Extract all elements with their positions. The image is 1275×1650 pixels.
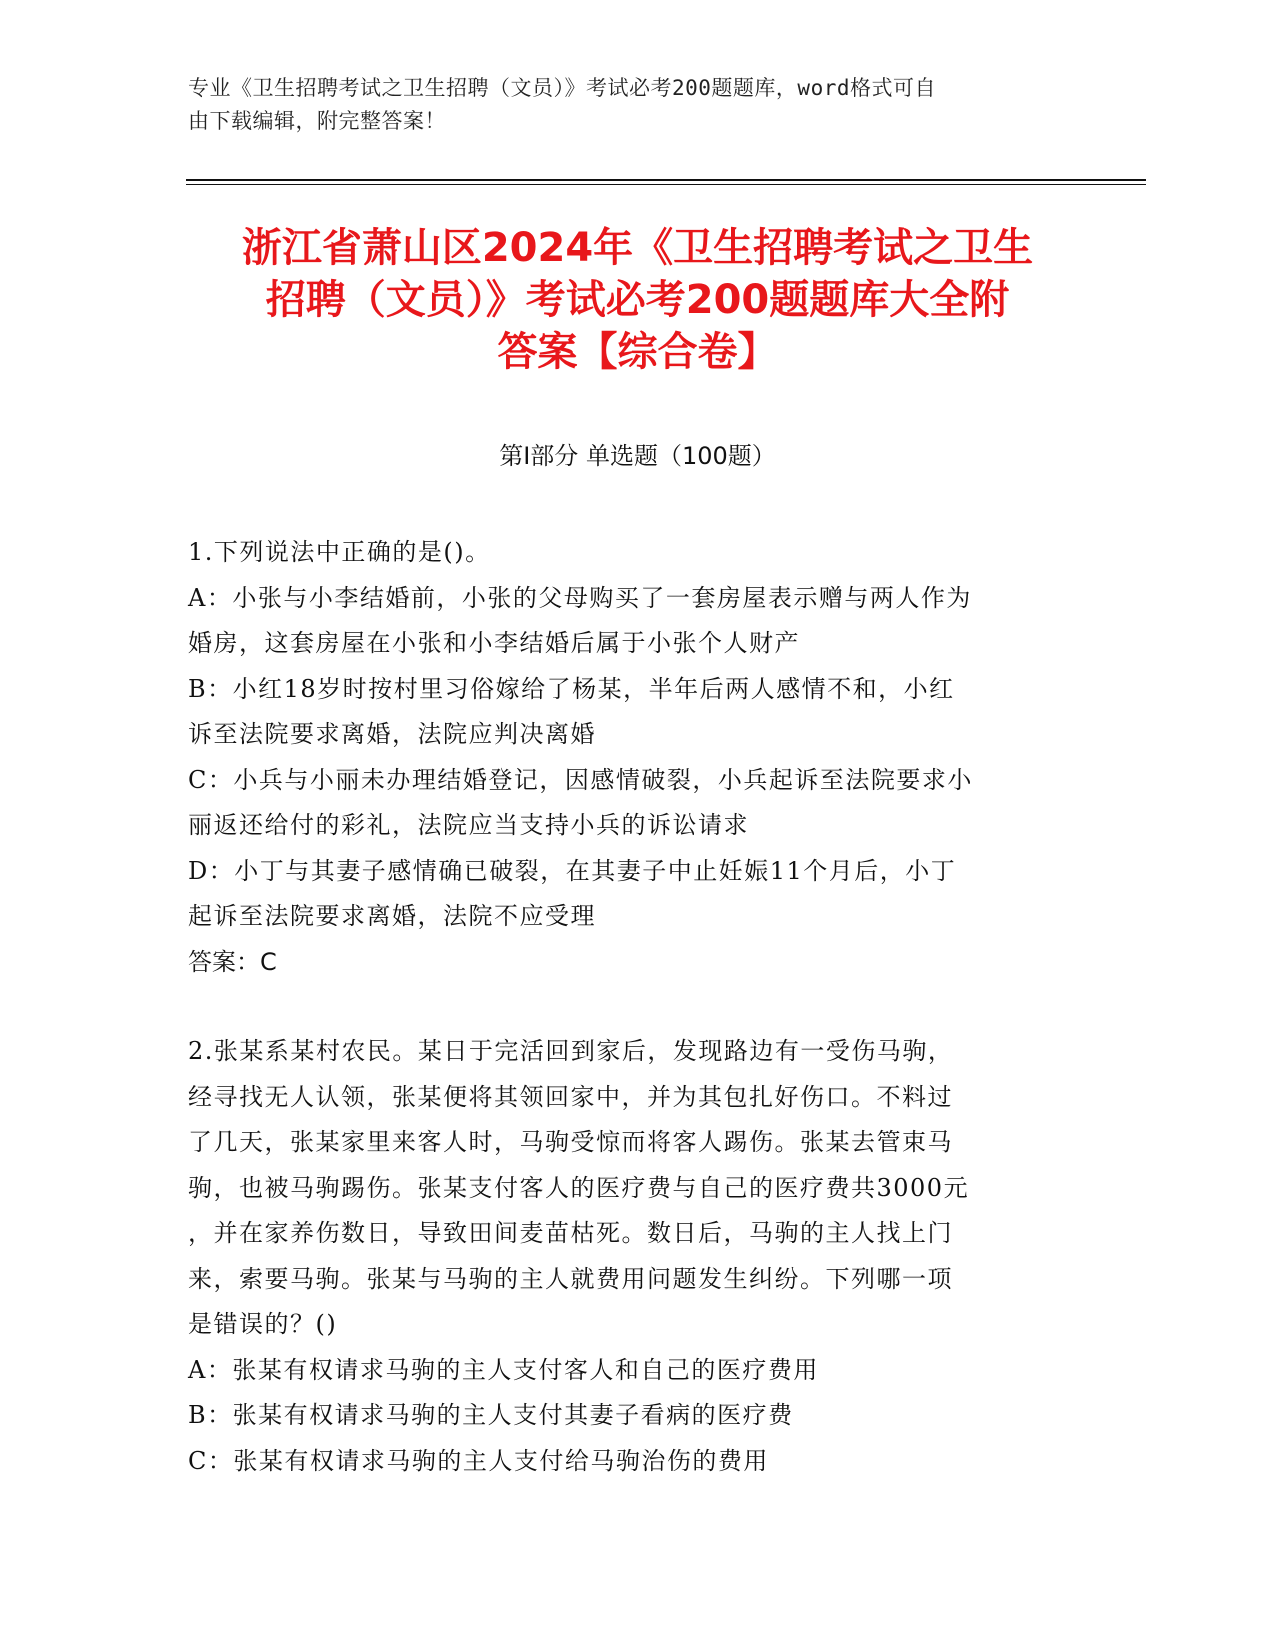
option-d: D：小丁与其妻子感情确已破裂，在其妻子中止妊娠11个月后，小丁 bbox=[188, 856, 957, 885]
option-b: B：小红18岁时按村里习俗嫁给了杨某，半年后两人感情不和，小红 bbox=[188, 674, 955, 703]
question-2 bbox=[188, 1029, 1068, 1484]
option-b: B：张某有权请求马驹的主人支付其妻子看病的医疗费 bbox=[188, 1401, 794, 1429]
question-list bbox=[188, 530, 1068, 1528]
option-c: C：小兵与小丽未办理结婚登记，因感情破裂，小兵起诉至法院要求小 bbox=[188, 765, 973, 794]
option-a-continued: 婚房，这套房屋在小张和小李结婚后属于小张个人财产 bbox=[188, 629, 800, 657]
question-text-continued: 经寻找无人认领，张某便将其领回家中，并为其包扎好伤口。不料过 bbox=[188, 1082, 953, 1111]
title-line-2: 招聘（文员）》考试必考200题题库大全附 bbox=[265, 277, 1010, 323]
option-a: A：小张与小李结婚前，小张的父母购买了一套房屋表示赠与两人作为 bbox=[188, 583, 972, 612]
question-1 bbox=[188, 530, 1068, 985]
header-rule-thin bbox=[186, 184, 1146, 185]
option-a: A：张某有权请求马驹的主人支付客人和自己的医疗费用 bbox=[188, 1355, 819, 1384]
option-b-continued: 诉至法院要求离婚，法院应判决离婚 bbox=[188, 720, 596, 748]
header-note-line-1: 专业《卫生招聘考试之卫生招聘（文员）》考试必考200题题库，word格式可自 bbox=[188, 76, 936, 100]
option-c-continued: 丽返还给付的彩礼，法院应当支持小兵的诉讼请求 bbox=[188, 811, 749, 839]
title-line-3: 答案【综合卷】 bbox=[497, 329, 778, 375]
answer: 答案：C bbox=[188, 947, 277, 976]
header-note bbox=[188, 72, 1088, 138]
document-title bbox=[180, 222, 1095, 378]
question-text-continued: 来，索要马驹。张某与马驹的主人就费用问题发生纠纷。下列哪一项 bbox=[188, 1264, 953, 1293]
question-text: 2.张某系某村农民。某日于完活回到家后，发现路边有一受伤马驹， bbox=[188, 1037, 954, 1065]
title-line-1: 浙江省萧山区2024年《卫生招聘考试之卫生 bbox=[241, 225, 1034, 271]
header-note-line-2: 由下载编辑，附完整答案！ bbox=[188, 109, 446, 133]
question-text-continued: 驹，也被马驹踢伤。张某支付客人的医疗费与自己的医疗费共3000元 bbox=[188, 1173, 970, 1202]
section-title: 第Ⅰ部分 单选题（100题） bbox=[499, 442, 776, 470]
question-text-continued: 了几天，张某家里来客人时，马驹受惊而将客人踢伤。张某去管束马 bbox=[188, 1128, 953, 1156]
question-text: 1.下列说法中正确的是()。 bbox=[188, 538, 491, 566]
question-text-continued: 是错误的？() bbox=[188, 1310, 338, 1338]
option-c: C：张某有权请求马驹的主人支付给马驹治伤的费用 bbox=[188, 1446, 769, 1475]
header-rule-thick bbox=[186, 179, 1146, 181]
question-text-continued: ，并在家养伤数日，导致田间麦苗枯死。数日后，马驹的主人找上门 bbox=[188, 1219, 953, 1247]
option-d-continued: 起诉至法院要求离婚，法院不应受理 bbox=[188, 902, 596, 930]
